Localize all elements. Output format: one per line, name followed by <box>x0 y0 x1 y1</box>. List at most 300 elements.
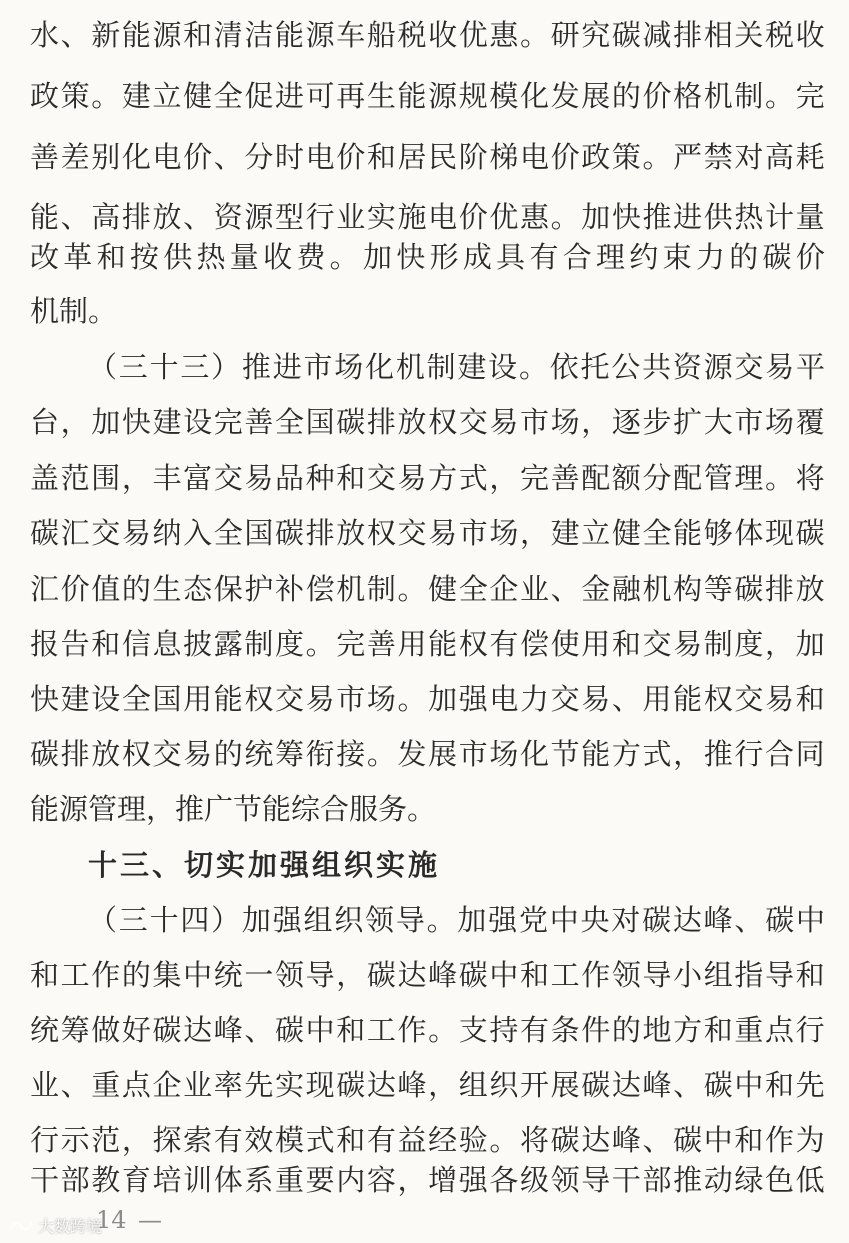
watermark-text: 大数跨境 <box>38 1217 103 1236</box>
glyph: 的 <box>121 958 151 992</box>
glyph: 达 <box>672 903 702 937</box>
glyph: 和 <box>520 958 550 992</box>
glyph: 碳 <box>275 1013 305 1047</box>
glyph: 额 <box>611 461 641 495</box>
glyph: 示 <box>60 1123 90 1157</box>
glyph: 权 <box>366 516 396 550</box>
glyph: 清 <box>213 18 243 52</box>
glyph: 排 <box>673 18 703 52</box>
glyph: 效 <box>244 1123 274 1157</box>
text-line <box>30 76 825 116</box>
glyph: 能 <box>673 682 703 716</box>
glyph: 权 <box>703 682 733 716</box>
glyph: 管 <box>703 461 733 495</box>
glyph: 交 <box>91 516 121 550</box>
glyph: 碳 <box>275 516 305 550</box>
glyph: 体 <box>213 1163 243 1197</box>
glyph: 式 <box>458 461 488 495</box>
glyph: 形 <box>429 240 459 274</box>
glyph: 交 <box>734 350 764 384</box>
glyph: 和 <box>336 1123 366 1157</box>
glyph: 绿 <box>734 1163 764 1197</box>
glyph: 、 <box>734 903 764 937</box>
glyph: 机 <box>703 79 733 113</box>
glyph: 十 <box>149 350 179 384</box>
glyph: 领 <box>611 958 641 992</box>
glyph: 托 <box>580 350 610 384</box>
glyph: 再 <box>336 79 366 113</box>
glyph: 节 <box>550 737 580 771</box>
glyph: 约 <box>629 240 659 274</box>
text-line <box>30 955 825 995</box>
glyph: 市 <box>336 682 366 716</box>
glyph: 。 <box>765 79 795 113</box>
glyph: 碳 <box>703 1068 733 1102</box>
glyph: 排 <box>366 405 396 439</box>
glyph: 业 <box>520 572 550 606</box>
glyph: 别 <box>91 140 121 174</box>
glyph: 规 <box>458 79 488 113</box>
page-number: 14 <box>96 1206 127 1234</box>
glyph: 和 <box>96 240 126 274</box>
glyph: 设 <box>488 350 518 384</box>
glyph: 平 <box>795 350 825 384</box>
glyph: 率 <box>213 1068 243 1102</box>
glyph: 保 <box>213 572 243 606</box>
glyph: 依 <box>549 350 579 384</box>
glyph: 用 <box>183 682 213 716</box>
glyph: 易 <box>581 682 611 716</box>
glyph: 加 <box>241 903 271 937</box>
watermark <box>8 1214 102 1237</box>
glyph: 式 <box>642 737 672 771</box>
glyph: 统 <box>213 958 243 992</box>
glyph: 国 <box>244 516 274 550</box>
glyph: 强 <box>272 903 302 937</box>
glyph: 峰 <box>428 958 458 992</box>
glyph: 碳 <box>765 903 795 937</box>
glyph: ， <box>121 461 151 495</box>
glyph: 步 <box>642 405 672 439</box>
glyph: 支 <box>458 1013 488 1047</box>
glyph: 型 <box>275 200 305 234</box>
glyph: 价 <box>642 79 672 113</box>
glyph: 补 <box>275 572 305 606</box>
glyph: 工 <box>366 1013 396 1047</box>
glyph: 税 <box>765 18 795 52</box>
glyph: 四 <box>180 903 210 937</box>
glyph: 放 <box>336 516 366 550</box>
glyph: 策 <box>60 79 90 113</box>
glyph: 、 <box>183 200 213 234</box>
glyph: 的 <box>121 572 151 606</box>
glyph: 市 <box>303 350 333 384</box>
glyph: 加 <box>428 682 458 716</box>
glyph: 接 <box>336 737 366 771</box>
glyph: 导 <box>581 1163 611 1197</box>
glyph: 交 <box>275 682 305 716</box>
glyph: 场 <box>550 405 580 439</box>
glyph: 一 <box>244 958 274 992</box>
glyph: 导 <box>642 958 672 992</box>
glyph: 汇 <box>30 572 60 606</box>
text-line <box>30 137 825 177</box>
glyph: 干 <box>30 1163 60 1197</box>
glyph: ， <box>60 405 90 439</box>
glyph: 中 <box>795 903 825 937</box>
glyph: 用 <box>642 682 672 716</box>
glyph: 严 <box>673 140 703 174</box>
glyph: 色 <box>765 1163 795 1197</box>
glyph: 有 <box>366 1123 396 1157</box>
glyph: 工 <box>60 958 90 992</box>
glyph: 指 <box>734 958 764 992</box>
glyph: 权 <box>458 627 488 661</box>
glyph: 达 <box>366 1068 396 1102</box>
glyph: 经 <box>428 1123 458 1157</box>
glyph: 富 <box>183 461 213 495</box>
glyph: 易 <box>244 461 274 495</box>
glyph: 度 <box>734 627 764 661</box>
glyph: 等 <box>703 572 733 606</box>
glyph: 交 <box>366 461 396 495</box>
glyph: 够 <box>703 516 733 550</box>
glyph: 导 <box>305 958 335 992</box>
glyph: 推 <box>642 200 672 234</box>
glyph: 领 <box>275 958 305 992</box>
glyph: 易 <box>673 627 703 661</box>
glyph: 用 <box>581 627 611 661</box>
glyph: 市 <box>734 405 764 439</box>
glyph: 、 <box>611 682 641 716</box>
text-line <box>30 734 825 774</box>
glyph: 告 <box>60 627 90 661</box>
glyph: 用 <box>397 627 427 661</box>
glyph: 先 <box>244 1068 274 1102</box>
glyph: 电 <box>520 140 550 174</box>
glyph: 探 <box>152 1123 182 1157</box>
glyph: 碳 <box>673 1123 703 1157</box>
glyph: 机 <box>336 572 366 606</box>
glyph: 集 <box>152 958 182 992</box>
glyph: 大 <box>703 405 733 439</box>
glyph: 时 <box>275 140 305 174</box>
glyph: 、 <box>60 200 90 234</box>
glyph: 排 <box>121 200 151 234</box>
glyph: 健 <box>611 516 641 550</box>
glyph: 国 <box>305 405 335 439</box>
glyph: 露 <box>213 627 243 661</box>
glyph: 公 <box>611 350 641 384</box>
glyph: 内 <box>336 1163 366 1197</box>
glyph: 场 <box>765 405 795 439</box>
glyph: 全 <box>642 516 672 550</box>
glyph: 中 <box>734 1068 764 1102</box>
glyph: 部 <box>642 1163 672 1197</box>
glyph: 实 <box>275 1068 305 1102</box>
glyph: 、 <box>244 1013 274 1047</box>
glyph: 生 <box>366 79 396 113</box>
glyph: 加 <box>581 200 611 234</box>
glyph: 配 <box>673 461 703 495</box>
glyph: 组 <box>703 958 733 992</box>
glyph: 强 <box>458 682 488 716</box>
glyph: 阶 <box>458 140 488 174</box>
glyph: 推 <box>703 737 733 771</box>
glyph: 。 <box>397 682 427 716</box>
glyph: 和 <box>795 958 825 992</box>
glyph: 收 <box>263 240 293 274</box>
glyph: 成 <box>462 240 492 274</box>
glyph: 条 <box>550 1013 580 1047</box>
glyph: 相 <box>703 18 733 52</box>
glyph: 教 <box>91 1163 121 1197</box>
glyph: 中 <box>703 1123 733 1157</box>
glyph: 健 <box>428 572 458 606</box>
glyph: 具 <box>496 240 526 274</box>
glyph: 善 <box>244 405 274 439</box>
glyph: 研 <box>550 18 580 52</box>
glyph: 领 <box>550 1163 580 1197</box>
glyph: ） <box>211 350 241 384</box>
glyph: 碳 <box>458 958 488 992</box>
glyph: 围 <box>91 461 121 495</box>
glyph: 中 <box>183 958 213 992</box>
glyph: 加 <box>795 627 825 661</box>
glyph: 电 <box>305 140 335 174</box>
glyph: 对 <box>611 903 641 937</box>
glyph: 制 <box>734 79 764 113</box>
glyph: 模 <box>489 79 519 113</box>
glyph: 部 <box>60 1163 90 1197</box>
glyph: 高 <box>765 140 795 174</box>
glyph: 动 <box>703 1163 733 1197</box>
glyph: 快 <box>611 200 641 234</box>
glyph: 化 <box>121 140 151 174</box>
glyph: 碳 <box>30 516 60 550</box>
glyph: 交 <box>397 516 427 550</box>
glyph: 立 <box>581 516 611 550</box>
glyph: 洁 <box>244 18 274 52</box>
glyph: 。 <box>366 737 396 771</box>
glyph: 作 <box>397 1013 427 1047</box>
glyph: 信 <box>121 627 151 661</box>
glyph: 惠 <box>520 200 550 234</box>
glyph: 易 <box>489 405 519 439</box>
glyph: 。 <box>426 903 456 937</box>
glyph: ， <box>520 516 550 550</box>
glyph: 有 <box>520 1013 550 1047</box>
glyph: 值 <box>91 572 121 606</box>
glyph: 力 <box>520 682 550 716</box>
watermark-logo-icon <box>8 1218 34 1234</box>
glyph: 全 <box>213 516 243 550</box>
glyph: 为 <box>795 1123 825 1157</box>
glyph: 行 <box>305 200 335 234</box>
glyph: 和 <box>336 461 366 495</box>
glyph: 分 <box>244 140 274 174</box>
glyph: 推 <box>241 350 271 384</box>
glyph: 训 <box>183 1163 213 1197</box>
glyph: 做 <box>91 1013 121 1047</box>
glyph: 价 <box>458 200 488 234</box>
glyph: 改 <box>30 240 60 274</box>
glyph: 设 <box>91 682 121 716</box>
glyph: 。 <box>305 627 335 661</box>
glyph: 碳 <box>762 240 792 274</box>
glyph: 偿 <box>520 627 550 661</box>
glyph: 耗 <box>795 140 825 174</box>
glyph: 。 <box>489 1123 519 1157</box>
glyph: 扩 <box>673 405 703 439</box>
glyph: 使 <box>550 627 580 661</box>
glyph: 进 <box>673 200 703 234</box>
glyph: 有 <box>529 240 559 274</box>
glyph: 方 <box>428 461 458 495</box>
glyph: 可 <box>305 79 335 113</box>
glyph: 能 <box>673 516 703 550</box>
glyph: 对 <box>734 140 764 174</box>
glyph: 、 <box>60 1068 90 1102</box>
glyph: 业 <box>183 1068 213 1102</box>
glyph: 能 <box>397 79 427 113</box>
glyph: 碳 <box>734 572 764 606</box>
glyph: 排 <box>305 516 335 550</box>
glyph: 、 <box>642 1123 672 1157</box>
glyph: 好 <box>121 1013 151 1047</box>
glyph: 重 <box>734 1013 764 1047</box>
glyph: 件 <box>581 1013 611 1047</box>
glyph: ， <box>336 958 366 992</box>
glyph: 行 <box>795 1013 825 1047</box>
glyph: 培 <box>152 1163 182 1197</box>
glyph: 高 <box>91 200 121 234</box>
glyph: 将 <box>520 1123 550 1157</box>
glyph: 热 <box>734 200 764 234</box>
glyph: 筹 <box>275 737 305 771</box>
glyph: 展 <box>550 1068 580 1102</box>
glyph: 交 <box>458 405 488 439</box>
glyph: 和 <box>795 682 825 716</box>
glyph: 碳 <box>336 1068 366 1102</box>
glyph: 和 <box>734 1123 764 1157</box>
glyph: 点 <box>765 1013 795 1047</box>
glyph: 增 <box>428 1163 458 1197</box>
glyph: 息 <box>152 627 182 661</box>
glyph: 源 <box>428 79 458 113</box>
glyph: 碳 <box>366 958 396 992</box>
glyph: 施 <box>397 200 427 234</box>
glyph: 量 <box>229 240 259 274</box>
glyph: 三 <box>180 350 210 384</box>
glyph: 三 <box>118 903 148 937</box>
glyph: 级 <box>520 1163 550 1197</box>
glyph: 峰 <box>642 1068 672 1102</box>
glyph: 新 <box>91 18 121 52</box>
glyph: 央 <box>580 903 610 937</box>
glyph: 披 <box>183 627 213 661</box>
glyph: 方 <box>611 737 641 771</box>
glyph: 导 <box>395 903 425 937</box>
glyph: 排 <box>60 737 90 771</box>
glyph: 按 <box>129 240 159 274</box>
glyph: 验 <box>458 1123 488 1157</box>
glyph: 筹 <box>60 1013 90 1047</box>
page-footer <box>0 1200 849 1243</box>
glyph: 模 <box>275 1123 305 1157</box>
glyph: ， <box>581 405 611 439</box>
glyph: 能 <box>213 682 243 716</box>
glyph: 进 <box>275 79 305 113</box>
glyph: 快 <box>121 405 151 439</box>
glyph: 价 <box>550 140 580 174</box>
glyph: 策 <box>611 140 641 174</box>
glyph: 、 <box>60 18 90 52</box>
glyph: 完 <box>795 79 825 113</box>
glyph: 能 <box>428 627 458 661</box>
text-line <box>30 1010 825 1050</box>
glyph: 。 <box>91 79 121 113</box>
glyph: 建 <box>121 79 151 113</box>
glyph: 碳 <box>581 1068 611 1102</box>
text-line <box>30 15 825 55</box>
glyph: 能 <box>581 737 611 771</box>
glyph: 构 <box>673 572 703 606</box>
glyph: 领 <box>365 903 395 937</box>
glyph: 。 <box>550 200 580 234</box>
glyph: 强 <box>458 1163 488 1197</box>
glyph: 和 <box>30 958 60 992</box>
glyph: 中 <box>489 958 519 992</box>
glyph: 碳 <box>795 516 825 550</box>
glyph: 实 <box>366 200 396 234</box>
glyph: 先 <box>795 1068 825 1102</box>
glyph: 偿 <box>305 572 335 606</box>
glyph: 作 <box>91 958 121 992</box>
glyph: 全 <box>121 682 151 716</box>
glyph: 和 <box>765 1068 795 1102</box>
glyph: 和 <box>183 18 213 52</box>
glyph: 报 <box>30 627 60 661</box>
glyph: 税 <box>397 18 427 52</box>
glyph: ， <box>673 737 703 771</box>
glyph: 衔 <box>305 737 335 771</box>
glyph: 交 <box>550 682 580 716</box>
glyph: 关 <box>734 18 764 52</box>
glyph: 格 <box>673 79 703 113</box>
glyph: 全 <box>275 405 305 439</box>
glyph: （ <box>88 350 118 384</box>
glyph: 交 <box>642 627 672 661</box>
glyph: 干 <box>611 1163 641 1197</box>
glyph: 党 <box>518 903 548 937</box>
glyph: ， <box>428 1068 458 1102</box>
glyph: 范 <box>91 1123 121 1157</box>
glyph: 达 <box>581 1123 611 1157</box>
glyph: 育 <box>121 1163 151 1197</box>
glyph: 导 <box>765 958 795 992</box>
glyph: 市 <box>458 516 488 550</box>
glyph: 车 <box>336 18 366 52</box>
glyph: 权 <box>244 682 274 716</box>
glyph: 化 <box>520 79 550 113</box>
glyph: 进 <box>272 350 302 384</box>
glyph: 快 <box>396 240 426 274</box>
glyph: 品 <box>275 461 305 495</box>
glyph: 完 <box>520 461 550 495</box>
glyph: 有 <box>489 627 519 661</box>
glyph: 统 <box>244 737 274 771</box>
